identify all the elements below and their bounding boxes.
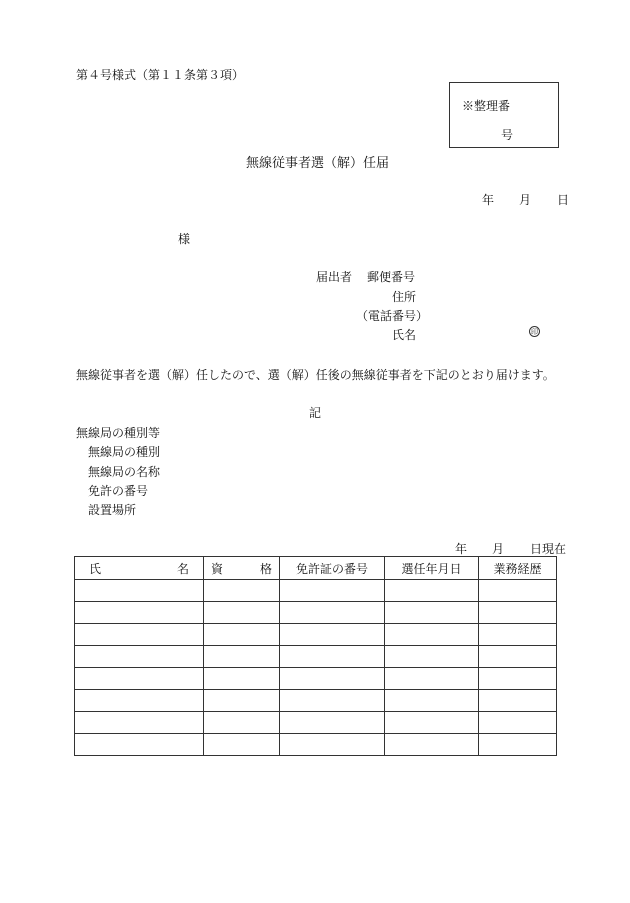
addressee-suffix: 様 [178,232,191,246]
table-row [75,712,557,734]
table-cell[interactable] [204,646,280,668]
table-cell[interactable] [280,580,385,602]
table-row [75,602,557,624]
table-cell[interactable] [204,690,280,712]
table-cell[interactable] [204,668,280,690]
table-cell[interactable] [75,646,204,668]
installation-location-label: 設置場所 [88,503,137,517]
table-cell[interactable] [204,734,280,756]
table-cell[interactable] [385,624,479,646]
statement: 無線従事者を選（解）任したので、選（解）任後の無線従事者を下記のとおり届けます。 [76,368,555,382]
table-cell[interactable] [385,580,479,602]
table-cell[interactable] [75,690,204,712]
document-title: 無線従事者選（解）任届 [246,156,390,171]
date-day: 日 [557,193,570,207]
header-license-number: 免許証の番号 [280,557,385,580]
phone-label: （電話番号） [356,309,429,323]
table-cell[interactable] [385,734,479,756]
table-row [75,668,557,690]
header-name: 氏 名 [75,557,204,580]
address-label: 住所 [392,290,417,304]
reference-number-label: ※整理番 [462,99,511,113]
date-year: 年 [482,193,495,207]
table-row [75,734,557,756]
table-cell[interactable] [75,734,204,756]
table-cell[interactable] [75,602,204,624]
station-name-label: 無線局の名称 [88,465,161,479]
table-cell[interactable] [479,734,557,756]
ki-heading: 記 [309,406,322,420]
postal-code-label: 郵便番号 [367,270,416,284]
table-cell[interactable] [479,602,557,624]
table-cell[interactable] [280,624,385,646]
table-cell[interactable] [204,580,280,602]
table-cell[interactable] [75,580,204,602]
form-number: 第４号様式（第１１条第３項） [76,68,245,82]
table-cell[interactable] [280,734,385,756]
station-type-label: 無線局の種別 [88,445,161,459]
table-cell[interactable] [385,646,479,668]
table-body [75,580,557,756]
table-cell[interactable] [479,690,557,712]
table-row [75,646,557,668]
date-month: 月 [519,193,532,207]
license-number-label: 免許の番号 [88,484,149,498]
table-cell[interactable] [479,668,557,690]
table-cell[interactable] [75,712,204,734]
table-cell[interactable] [75,668,204,690]
table-cell[interactable] [385,712,479,734]
station-info-heading: 無線局の種別等 [76,426,161,440]
table-cell[interactable] [385,668,479,690]
seal-mark: 印 [531,328,538,336]
header-career: 業務経歴 [479,557,557,580]
as-of-month: 月 [492,542,505,556]
notifier-label: 届出者 [316,270,353,284]
table-cell[interactable] [204,712,280,734]
as-of-day: 日現在 [530,542,567,556]
table-cell[interactable] [479,712,557,734]
table-cell[interactable] [280,668,385,690]
table-cell[interactable] [479,580,557,602]
table-cell[interactable] [479,624,557,646]
header-qualification: 資 格 [204,557,280,580]
table-cell[interactable] [75,624,204,646]
reference-number-label-2: 号 [501,128,514,142]
table-header-row [75,557,557,580]
table-cell[interactable] [280,602,385,624]
name-label: 氏名 [392,328,417,342]
header-appointed-date: 選任年月日 [385,557,479,580]
as-of-year: 年 [455,542,468,556]
table-cell[interactable] [385,602,479,624]
table-cell[interactable] [385,690,479,712]
table-row [75,624,557,646]
table-cell[interactable] [479,646,557,668]
table-cell[interactable] [204,624,280,646]
table-row [75,690,557,712]
table-cell[interactable] [280,646,385,668]
radio-operator-table [74,556,557,756]
table-cell[interactable] [280,690,385,712]
table-cell[interactable] [280,712,385,734]
table-cell[interactable] [204,602,280,624]
table-row [75,580,557,602]
reference-number-box [449,82,559,148]
